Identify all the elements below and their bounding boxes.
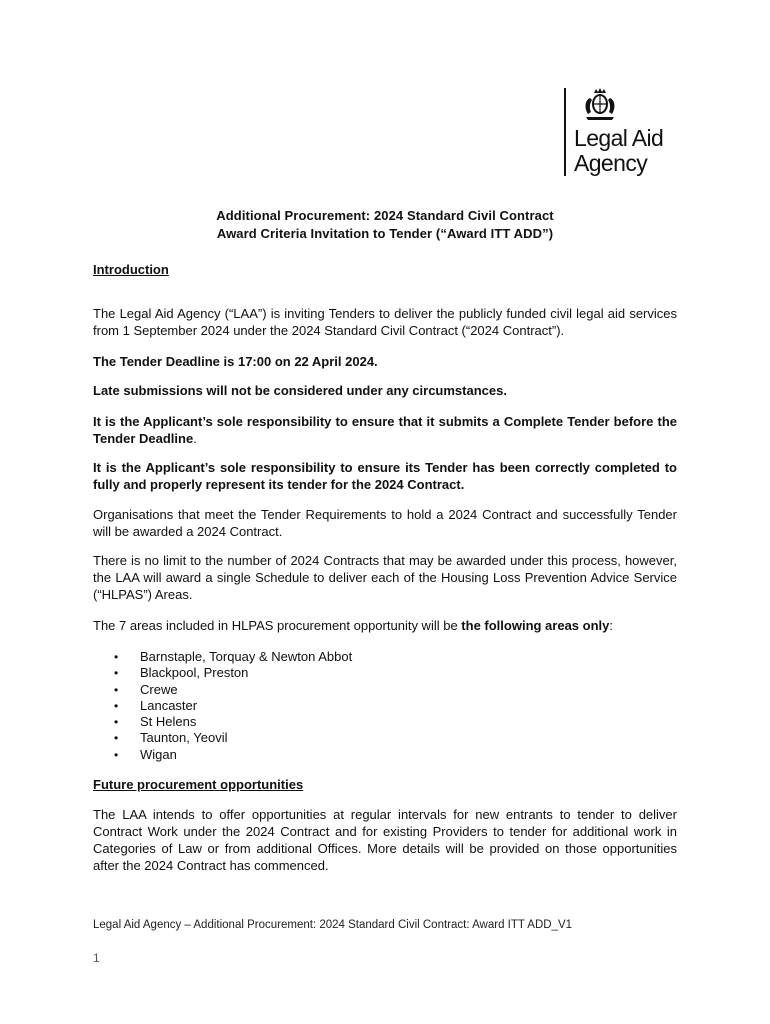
- areas-intro-bold: the following areas only: [461, 618, 610, 633]
- areas-intro-end: :: [609, 618, 613, 633]
- list-item: • Lancaster: [114, 698, 352, 714]
- list-item: • Taunton, Yeovil: [114, 730, 352, 746]
- list-item: • St Helens: [114, 714, 352, 730]
- complete-tender-end: .: [193, 431, 197, 446]
- correctly-completed-notice: It is the Applicant’s sole responsibility to ensure its Tender has been correctly completed to fully and properly represent its tender for the 2024 Contract.: [93, 460, 677, 492]
- list-item: • Wigan: [114, 747, 352, 763]
- page-footer: Legal Aid Agency – Additional Procurement: 2024 Standard Civil Contract: Award ITT ADD_V1: [93, 919, 573, 931]
- areas-intro-text: The 7 areas included in HLPAS procurement opportunity will be: [93, 618, 462, 633]
- areas-intro: [93, 617, 677, 634]
- no-limit-paragraph: There is no limit to the number of 2024 Contracts that may be awarded under this process, however, the LAA will award a single Schedule to deliver each of the Housing Loss Prevention Advice Service (“HLPAS”) Areas.: [93, 553, 677, 602]
- document-title-line1: Additional Procurement: 2024 Standard Civil Contract: [216, 208, 554, 223]
- introduction-paragraph: The Legal Aid Agency (“LAA”) is inviting Tenders to deliver the publicly funded civil legal aid services from 1 September 2024 under the 2024 Standard Civil Contract (“2024 Contract”).: [93, 306, 677, 338]
- list-item: • Crewe: [114, 682, 352, 698]
- list-item: • Blackpool, Preston: [114, 665, 352, 681]
- future-procurement-paragraph: The LAA intends to offer opportunities at regular intervals for new entrants to tender to deliver Contract Work under the 2024 Contract and for existing Providers to tender for additional work in Categories of Law or from additional Offices. More details will be provided on those opportunities after the 2024 Contract has commenced.: [93, 807, 677, 873]
- document-title-line2: Award Criteria Invitation to Tender (“Award ITT ADD”): [216, 226, 554, 241]
- future-procurement-heading: Future procurement opportunities: [93, 777, 304, 792]
- page-number: 1: [93, 951, 100, 965]
- introduction-heading: Introduction: [93, 262, 169, 277]
- complete-tender-notice: [93, 413, 677, 447]
- tender-deadline: The Tender Deadline is 17:00 on 22 April 2024.: [93, 354, 378, 369]
- list-item: • Barnstaple, Torquay & Newton Abbot: [114, 649, 352, 665]
- complete-tender-bold: It is the Applicant’s sole responsibility to ensure that it submits a Complete Tender before the Tender Deadline: [93, 414, 677, 446]
- logo-text-line1: Legal Aid: [574, 125, 664, 151]
- organisations-paragraph: Organisations that meet the Tender Requirements to hold a 2024 Contract and successfully Tender will be awarded a 2024 Contract.: [93, 507, 677, 539]
- logo-divider: [564, 88, 566, 176]
- logo-text-line2: Agency: [574, 150, 648, 176]
- late-submissions-notice: Late submissions will not be considered under any circumstances.: [93, 383, 507, 398]
- areas-list: [114, 649, 352, 763]
- royal-coat-of-arms-icon: [580, 88, 620, 122]
- legal-aid-agency-logo: [562, 86, 678, 180]
